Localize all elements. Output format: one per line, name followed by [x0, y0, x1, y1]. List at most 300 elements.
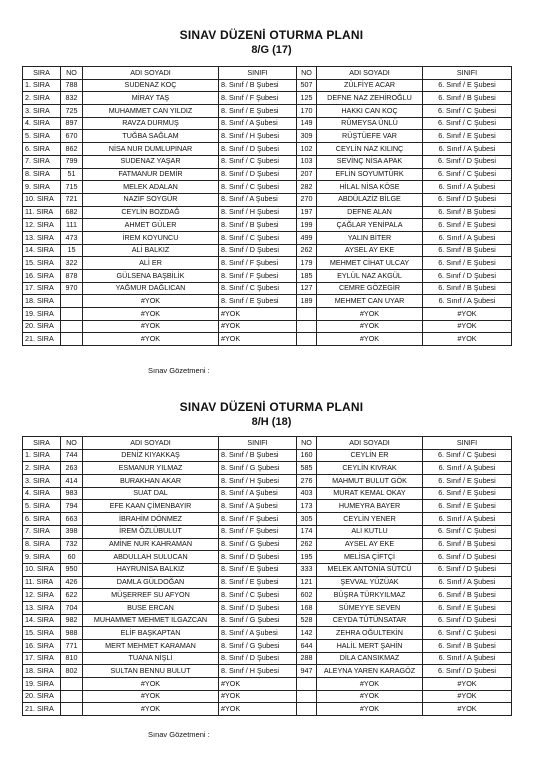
- class-cell: 8. Sınıf / C Şubesi: [219, 282, 297, 295]
- name-cell-2: SÜMEYYE SEVEN: [317, 601, 423, 614]
- no-cell: 426: [61, 576, 83, 589]
- class-cell: 8. Sınıf / C Şubesi: [219, 155, 297, 168]
- name-cell: ALİ ER: [83, 257, 219, 270]
- table-row: [23, 614, 512, 627]
- class-cell-2: 6. Sınıf / A Şubesi: [423, 231, 512, 244]
- class-cell-2: 6. Sınıf / B Şubesi: [423, 92, 512, 105]
- no-cell-2: 170: [297, 105, 317, 118]
- sira-cell: 6. SIRA: [23, 513, 61, 526]
- no-cell: [61, 295, 83, 308]
- name-cell: EFE KAAN ÇİMENBAYIR: [83, 500, 219, 513]
- table-row: [23, 576, 512, 589]
- class-cell-2: 6. Sınıf / A Şubesi: [423, 462, 512, 475]
- no-cell: 715: [61, 181, 83, 194]
- name-cell-2: MURAT KEMAL OKAY: [317, 487, 423, 500]
- no-cell-2: 309: [297, 130, 317, 143]
- no-cell: 799: [61, 155, 83, 168]
- class-cell-2: 6. Sınıf / C Şubesi: [423, 525, 512, 538]
- no-cell-2: 507: [297, 79, 317, 92]
- class-cell: 8. Sınıf / G Şubesi: [219, 614, 297, 627]
- table-row: [23, 295, 512, 308]
- name-cell-2: CEYLİN YENER: [317, 513, 423, 526]
- name-cell: SULTAN BENNU BULUT: [83, 665, 219, 678]
- class-cell: 8. Sınıf / A Şubesi: [219, 627, 297, 640]
- name-cell-2: CEMRE GÖZEGİR: [317, 282, 423, 295]
- name-cell-2: EFLİN SOYUMTÜRK: [317, 168, 423, 181]
- name-cell: ESMANUR YILMAZ: [83, 462, 219, 475]
- section-2-signature: Sınav Gözetmeni :: [148, 730, 210, 739]
- class-cell: #YOK: [219, 333, 297, 346]
- class-cell: 8. Sınıf / C Şubesi: [219, 589, 297, 602]
- class-cell: 8. Sınıf / D Şubesi: [219, 143, 297, 156]
- class-cell: 8. Sınıf / B Şubesi: [219, 219, 297, 232]
- sira-cell: 20. SIRA: [23, 690, 61, 703]
- no-cell: 414: [61, 475, 83, 488]
- no-cell-2: 333: [297, 563, 317, 576]
- table-row: [23, 500, 512, 513]
- no-cell-2: 142: [297, 627, 317, 640]
- name-cell: TUANA NİŞLİ: [83, 652, 219, 665]
- class-cell: 8. Sınıf / A Şubesi: [219, 500, 297, 513]
- class-cell: 8. Sınıf / H Şubesi: [219, 475, 297, 488]
- table-row: [23, 193, 512, 206]
- class-cell-2: 6. Sınıf / C Şubesi: [423, 627, 512, 640]
- name-cell: MUHAMMET CAN YILDIZ: [83, 105, 219, 118]
- sira-cell: 16. SIRA: [23, 270, 61, 283]
- class-cell: 8. Sınıf / F Şubesi: [219, 92, 297, 105]
- name-cell: #YOK: [83, 690, 219, 703]
- name-cell-2: #YOK: [317, 690, 423, 703]
- sira-cell: 21. SIRA: [23, 333, 61, 346]
- class-cell-2: 6. Sınıf / E Şubesi: [423, 130, 512, 143]
- sira-cell: 9. SIRA: [23, 181, 61, 194]
- name-cell: TUĞBA SAĞLAM: [83, 130, 219, 143]
- name-cell-2: MAHMUT BULUT GÖK: [317, 475, 423, 488]
- no-cell: [61, 333, 83, 346]
- class-cell-2: 6. Sınıf / D Şubesi: [423, 563, 512, 576]
- no-cell: 15: [61, 244, 83, 257]
- name-cell-2: MELİSA ÇİFTÇİ: [317, 551, 423, 564]
- name-cell: YAĞMUR DAĞLICAN: [83, 282, 219, 295]
- no-cell: 663: [61, 513, 83, 526]
- name-cell-2: AYSEL AY EKE: [317, 244, 423, 257]
- class-cell: #YOK: [219, 690, 297, 703]
- class-cell-2: 6. Sınıf / B Şubesi: [423, 589, 512, 602]
- name-cell-2: CEYLİN KIVRAK: [317, 462, 423, 475]
- no-cell-2: 127: [297, 282, 317, 295]
- no-cell-2: 197: [297, 206, 317, 219]
- class-cell: 8. Sınıf / G Şubesi: [219, 462, 297, 475]
- class-cell-2: #YOK: [423, 308, 512, 321]
- table-row: [23, 206, 512, 219]
- class-cell-2: 6. Sınıf / E Şubesi: [423, 475, 512, 488]
- name-cell: AHMET GÜLER: [83, 219, 219, 232]
- table-row: [23, 257, 512, 270]
- table-row: [23, 333, 512, 346]
- class-cell-2: 6. Sınıf / D Şubesi: [423, 155, 512, 168]
- name-cell-2: HİLAL NİSA KÖSE: [317, 181, 423, 194]
- class-cell: 8. Sınıf / C Şubesi: [219, 231, 297, 244]
- name-cell: MELEK ADALAN: [83, 181, 219, 194]
- class-cell-2: #YOK: [423, 690, 512, 703]
- table-row: [23, 589, 512, 602]
- table-row: [23, 601, 512, 614]
- no-cell-2: 168: [297, 601, 317, 614]
- no-cell-2: 270: [297, 193, 317, 206]
- table-row: [23, 219, 512, 232]
- class-cell: 8. Sınıf / D Şubesi: [219, 652, 297, 665]
- name-cell-2: EYLÜL NAZ AKGÜL: [317, 270, 423, 283]
- no-cell: 970: [61, 282, 83, 295]
- sira-cell: 12. SIRA: [23, 589, 61, 602]
- no-cell: [61, 703, 83, 716]
- name-cell-2: ZÜLFİYE ACAR: [317, 79, 423, 92]
- name-cell: İREM ÖZLÜBULUT: [83, 525, 219, 538]
- class-cell: 8. Sınıf / H Şubesi: [219, 665, 297, 678]
- class-cell: 8. Sınıf / C Şubesi: [219, 181, 297, 194]
- no-cell: 111: [61, 219, 83, 232]
- name-cell-2: MELEK ANTONİA SÜTCÜ: [317, 563, 423, 576]
- name-cell: ABDULLAH SULUCAN: [83, 551, 219, 564]
- class-cell-2: 6. Sınıf / D Şubesi: [423, 551, 512, 564]
- class-cell: 8. Sınıf / B Şubesi: [219, 449, 297, 462]
- class-cell-2: 6. Sınıf / B Şubesi: [423, 244, 512, 257]
- no-cell: 725: [61, 105, 83, 118]
- column-header: ADI SOYADI: [317, 67, 423, 80]
- no-cell: 878: [61, 270, 83, 283]
- name-cell-2: ZEHRA OĞULTEKİN: [317, 627, 423, 640]
- name-cell: #YOK: [83, 308, 219, 321]
- class-cell-2: 6. Sınıf / A Şubesi: [423, 181, 512, 194]
- no-cell: [61, 308, 83, 321]
- column-header: NO: [297, 67, 317, 80]
- class-cell: 8. Sınıf / B Şubesi: [219, 79, 297, 92]
- sira-cell: 16. SIRA: [23, 640, 61, 653]
- no-cell: 950: [61, 563, 83, 576]
- class-cell: 8. Sınıf / E Şubesi: [219, 576, 297, 589]
- no-cell: 263: [61, 462, 83, 475]
- no-cell-2: 947: [297, 665, 317, 678]
- table-row: [23, 143, 512, 156]
- sira-cell: 12. SIRA: [23, 219, 61, 232]
- sira-cell: 11. SIRA: [23, 206, 61, 219]
- name-cell: MERT MEHMET KARAMAN: [83, 640, 219, 653]
- no-cell-2: [297, 678, 317, 691]
- class-cell-2: 6. Sınıf / E Şubesi: [423, 219, 512, 232]
- sira-cell: 8. SIRA: [23, 168, 61, 181]
- sira-cell: 3. SIRA: [23, 475, 61, 488]
- no-cell-2: 195: [297, 551, 317, 564]
- no-cell: 832: [61, 92, 83, 105]
- sira-cell: 14. SIRA: [23, 614, 61, 627]
- class-cell: #YOK: [219, 320, 297, 333]
- sira-cell: 5. SIRA: [23, 500, 61, 513]
- name-cell-2: #YOK: [317, 333, 423, 346]
- sira-cell: 19. SIRA: [23, 678, 61, 691]
- class-cell-2: 6. Sınıf / E Şubesi: [423, 500, 512, 513]
- section-1-subtitle: 8/G (17): [251, 44, 292, 56]
- table-row: [23, 270, 512, 283]
- name-cell: BUSE ERCAN: [83, 601, 219, 614]
- class-cell-2: #YOK: [423, 320, 512, 333]
- table-row: [23, 525, 512, 538]
- name-cell-2: ŞEVVAL YÜZÜAK: [317, 576, 423, 589]
- seating-table-8g: [22, 66, 512, 346]
- class-cell-2: 6. Sınıf / E Şubesi: [423, 487, 512, 500]
- column-header: NO: [61, 67, 83, 80]
- class-cell-2: 6. Sınıf / C Şubesi: [423, 449, 512, 462]
- class-cell-2: 6. Sınıf / C Şubesi: [423, 105, 512, 118]
- class-cell: 8. Sınıf / E Şubesi: [219, 105, 297, 118]
- table-row: [23, 168, 512, 181]
- no-cell: 732: [61, 538, 83, 551]
- name-cell: #YOK: [83, 678, 219, 691]
- name-cell-2: AYSEL AY EKE: [317, 538, 423, 551]
- name-cell-2: #YOK: [317, 703, 423, 716]
- no-cell: 682: [61, 206, 83, 219]
- table-row: [23, 92, 512, 105]
- sira-cell: 20. SIRA: [23, 320, 61, 333]
- sira-cell: 21. SIRA: [23, 703, 61, 716]
- no-cell: 704: [61, 601, 83, 614]
- name-cell-2: DEFNE NAZ ZEHİROĞLU: [317, 92, 423, 105]
- table-row: [23, 475, 512, 488]
- sira-cell: 6. SIRA: [23, 143, 61, 156]
- no-cell: 988: [61, 627, 83, 640]
- no-cell: 794: [61, 500, 83, 513]
- no-cell-2: 403: [297, 487, 317, 500]
- table-row: [23, 117, 512, 130]
- no-cell: 744: [61, 449, 83, 462]
- table-row: [23, 130, 512, 143]
- sira-cell: 2. SIRA: [23, 92, 61, 105]
- name-cell-2: CEYLİN ER: [317, 449, 423, 462]
- no-cell-2: 644: [297, 640, 317, 653]
- table-row: [23, 487, 512, 500]
- column-header: NO: [297, 437, 317, 450]
- name-cell: MİRAY TAŞ: [83, 92, 219, 105]
- no-cell-2: 276: [297, 475, 317, 488]
- class-cell-2: 6. Sınıf / D Şubesi: [423, 614, 512, 627]
- sira-cell: 2. SIRA: [23, 462, 61, 475]
- name-cell-2: DEFNE ALAN: [317, 206, 423, 219]
- table-row: [23, 449, 512, 462]
- sira-cell: 13. SIRA: [23, 601, 61, 614]
- no-cell: [61, 690, 83, 703]
- no-cell-2: 305: [297, 513, 317, 526]
- sira-cell: 9. SIRA: [23, 551, 61, 564]
- name-cell: ALİ BALKIZ: [83, 244, 219, 257]
- name-cell-2: HUMEYRA BAYER: [317, 500, 423, 513]
- table-row: [23, 320, 512, 333]
- class-cell-2: 6. Sınıf / E Şubesi: [423, 601, 512, 614]
- sira-cell: 15. SIRA: [23, 627, 61, 640]
- name-cell-2: CEYDA TÜTÜNSATAR: [317, 614, 423, 627]
- name-cell: DENİZ KIYAKKAŞ: [83, 449, 219, 462]
- class-cell: 8. Sınıf / D Şubesi: [219, 601, 297, 614]
- name-cell-2: MEHMET CAN UYAR: [317, 295, 423, 308]
- header-row: [23, 67, 512, 80]
- class-cell: 8. Sınıf / H Şubesi: [219, 130, 297, 143]
- class-cell: 8. Sınıf / G Şubesi: [219, 538, 297, 551]
- name-cell: SUAT DAL: [83, 487, 219, 500]
- no-cell-2: [297, 308, 317, 321]
- name-cell-2: BÜŞRA TÜRKYILMAZ: [317, 589, 423, 602]
- class-cell-2: 6. Sınıf / D Şubesi: [423, 193, 512, 206]
- no-cell-2: [297, 690, 317, 703]
- no-cell: 473: [61, 231, 83, 244]
- sira-cell: 17. SIRA: [23, 282, 61, 295]
- name-cell: DAMLA GÜLDOĞAN: [83, 576, 219, 589]
- table-row: [23, 538, 512, 551]
- name-cell-2: #YOK: [317, 320, 423, 333]
- no-cell-2: 207: [297, 168, 317, 181]
- section-1-signature: Sınav Gözetmeni :: [148, 366, 210, 375]
- no-cell-2: 262: [297, 538, 317, 551]
- name-cell: İREM KOYUNCU: [83, 231, 219, 244]
- class-cell-2: #YOK: [423, 678, 512, 691]
- no-cell-2: 602: [297, 589, 317, 602]
- name-cell: NİSA NUR DUMLUPINAR: [83, 143, 219, 156]
- class-cell: #YOK: [219, 678, 297, 691]
- no-cell: 322: [61, 257, 83, 270]
- name-cell: #YOK: [83, 703, 219, 716]
- sira-cell: 13. SIRA: [23, 231, 61, 244]
- table-row: [23, 282, 512, 295]
- class-cell: 8. Sınıf / G Şubesi: [219, 640, 297, 653]
- table-row: [23, 181, 512, 194]
- sira-cell: 7. SIRA: [23, 525, 61, 538]
- class-cell-2: 6. Sınıf / A Şubesi: [423, 652, 512, 665]
- class-cell-2: 6. Sınıf / D Şubesi: [423, 665, 512, 678]
- class-cell: 8. Sınıf / D Şubesi: [219, 551, 297, 564]
- sira-cell: 11. SIRA: [23, 576, 61, 589]
- no-cell: 60: [61, 551, 83, 564]
- name-cell-2: ALİ KUTLU: [317, 525, 423, 538]
- no-cell-2: 528: [297, 614, 317, 627]
- class-cell: 8. Sınıf / H Şubesi: [219, 206, 297, 219]
- no-cell: 982: [61, 614, 83, 627]
- class-cell: 8. Sınıf / F Şubesi: [219, 257, 297, 270]
- column-header: SIRA: [23, 67, 61, 80]
- table-row: [23, 627, 512, 640]
- sira-cell: 7. SIRA: [23, 155, 61, 168]
- no-cell-2: 103: [297, 155, 317, 168]
- sira-cell: 14. SIRA: [23, 244, 61, 257]
- name-cell: #YOK: [83, 333, 219, 346]
- name-cell: CEYLİN BOZDAĞ: [83, 206, 219, 219]
- column-header: ADI SOYADI: [83, 67, 219, 80]
- class-cell-2: 6. Sınıf / E Şubesi: [423, 257, 512, 270]
- class-cell: 8. Sınıf / D Şubesi: [219, 244, 297, 257]
- class-cell: 8. Sınıf / E Şubesi: [219, 295, 297, 308]
- no-cell-2: 173: [297, 500, 317, 513]
- name-cell-2: #YOK: [317, 678, 423, 691]
- name-cell-2: RÜMEYSA ÜNLÜ: [317, 117, 423, 130]
- name-cell: İBRAHİM DÖNMEZ: [83, 513, 219, 526]
- no-cell: [61, 678, 83, 691]
- class-cell-2: 6. Sınıf / B Şubesi: [423, 206, 512, 219]
- name-cell-2: DİLA CANSIKMAZ: [317, 652, 423, 665]
- no-cell: 771: [61, 640, 83, 653]
- sira-cell: 8. SIRA: [23, 538, 61, 551]
- no-cell: 862: [61, 143, 83, 156]
- name-cell-2: RÜŞTÜEFE VAR: [317, 130, 423, 143]
- no-cell: 622: [61, 589, 83, 602]
- table-row: [23, 105, 512, 118]
- column-header: ADI SOYADI: [317, 437, 423, 450]
- no-cell-2: 499: [297, 231, 317, 244]
- no-cell-2: 282: [297, 181, 317, 194]
- sira-cell: 19. SIRA: [23, 308, 61, 321]
- class-cell-2: 6. Sınıf / B Şubesi: [423, 282, 512, 295]
- no-cell: 721: [61, 193, 83, 206]
- table-row: [23, 462, 512, 475]
- no-cell-2: 262: [297, 244, 317, 257]
- class-cell-2: 6. Sınıf / A Şubesi: [423, 143, 512, 156]
- class-cell: 8. Sınıf / A Şubesi: [219, 193, 297, 206]
- name-cell: GÜLSENA BAŞBİLİK: [83, 270, 219, 283]
- no-cell-2: 199: [297, 219, 317, 232]
- name-cell: FATMANUR DEMİR: [83, 168, 219, 181]
- name-cell-2: HAKKI CAN KOÇ: [317, 105, 423, 118]
- no-cell: 670: [61, 130, 83, 143]
- table-row: [23, 551, 512, 564]
- class-cell: 8. Sınıf / F Şubesi: [219, 270, 297, 283]
- table-row: [23, 703, 512, 716]
- class-cell-2: #YOK: [423, 333, 512, 346]
- table-row: [23, 678, 512, 691]
- header-row: [23, 437, 512, 450]
- column-header: SINIFI: [219, 67, 297, 80]
- name-cell-2: CEYLİN NAZ KILINÇ: [317, 143, 423, 156]
- class-cell: #YOK: [219, 703, 297, 716]
- sira-cell: 5. SIRA: [23, 130, 61, 143]
- section-2-subtitle: 8/H (18): [251, 416, 292, 428]
- table-row: [23, 155, 512, 168]
- class-cell-2: 6. Sınıf / A Şubesi: [423, 295, 512, 308]
- class-cell-2: 6. Sınıf / C Şubesi: [423, 168, 512, 181]
- seating-table-8h: [22, 436, 512, 716]
- name-cell: SUDENAZ KOÇ: [83, 79, 219, 92]
- no-cell: 897: [61, 117, 83, 130]
- no-cell-2: 189: [297, 295, 317, 308]
- no-cell: 983: [61, 487, 83, 500]
- name-cell: ELİF BAŞKAPTAN: [83, 627, 219, 640]
- class-cell: 8. Sınıf / A Şubesi: [219, 117, 297, 130]
- table-row: [23, 665, 512, 678]
- table-row: [23, 308, 512, 321]
- no-cell-2: 160: [297, 449, 317, 462]
- name-cell-2: ABDÜLAZİZ BİLGE: [317, 193, 423, 206]
- no-cell: 398: [61, 525, 83, 538]
- column-header: SIRA: [23, 437, 61, 450]
- name-cell-2: YALIN BİTER: [317, 231, 423, 244]
- name-cell: NAZİF SOYGÜR: [83, 193, 219, 206]
- class-cell-2: 6. Sınıf / C Şubesi: [423, 117, 512, 130]
- table-row: [23, 563, 512, 576]
- no-cell-2: 288: [297, 652, 317, 665]
- no-cell-2: 102: [297, 143, 317, 156]
- no-cell: 810: [61, 652, 83, 665]
- name-cell-2: ÇAĞLAR YENİPALA: [317, 219, 423, 232]
- no-cell: 802: [61, 665, 83, 678]
- no-cell-2: 125: [297, 92, 317, 105]
- name-cell: AMİNE NUR KAHRAMAN: [83, 538, 219, 551]
- sira-cell: 4. SIRA: [23, 117, 61, 130]
- table-row: [23, 244, 512, 257]
- sira-cell: 3. SIRA: [23, 105, 61, 118]
